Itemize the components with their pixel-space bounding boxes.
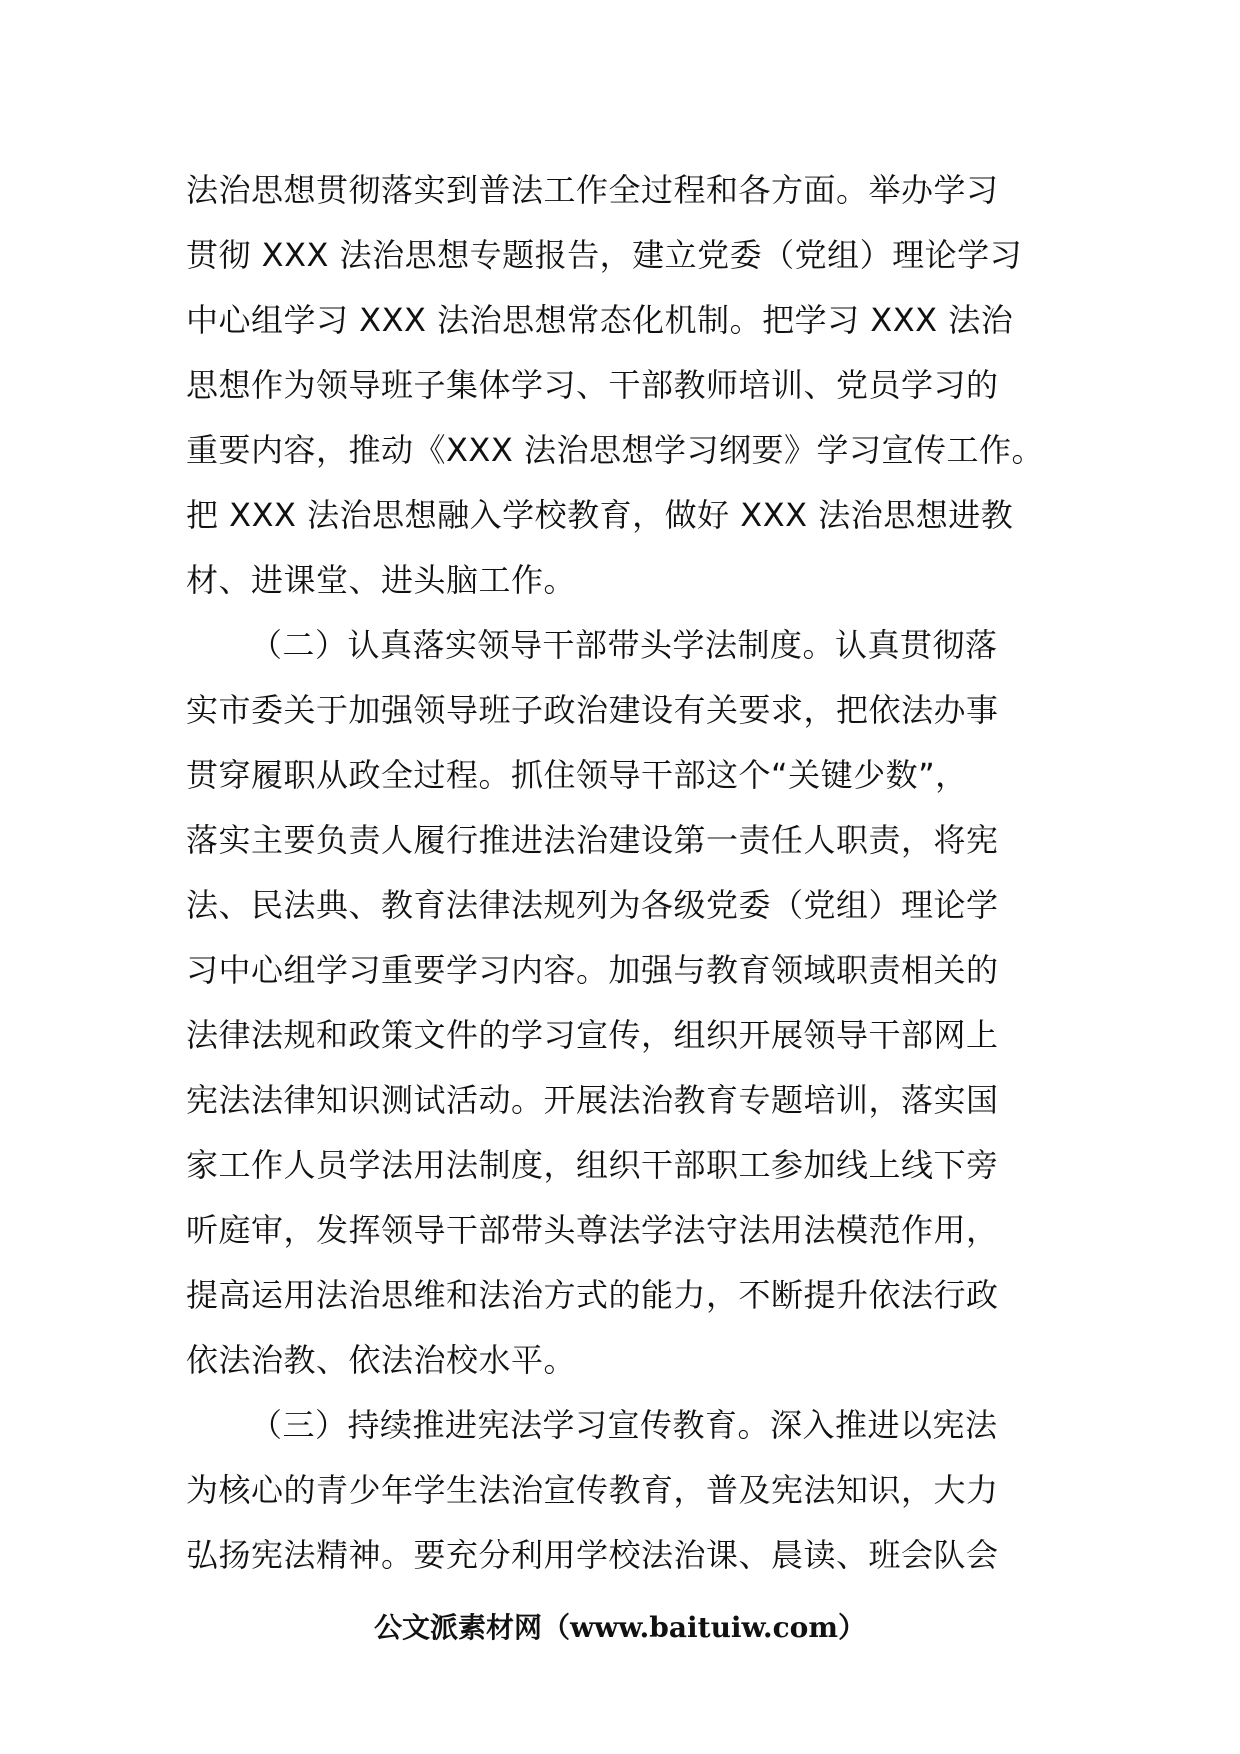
text-line: 法、民法典、教育法律法规列为各级党委（党组）理论学 — [186, 886, 999, 924]
document-body — [186, 158, 1056, 1588]
text-line: 习中心组学习重要学习内容。加强与教育领域职责相关的 — [186, 951, 999, 989]
text-line: 贯穿履职从政全过程。抓住领导干部这个“关键少数”， — [186, 756, 968, 794]
text-line: 听庭审，发挥领导干部带头尊法学法守法用法模范作用， — [186, 1211, 999, 1249]
text-line: 提高运用法治思维和法治方式的能力，不断提升依法行政 — [186, 1276, 999, 1314]
text-line: 落实主要负责人履行推进法治建设第一责任人职责，将宪 — [186, 821, 999, 859]
text-line: 法律法规和政策文件的学习宣传，组织开展领导干部网上 — [186, 1016, 999, 1054]
text-line: 依法治教、依法治校水平。 — [186, 1341, 577, 1379]
text-line: 思想作为领导班子集体学习、干部教师培训、党员学习的 — [186, 366, 999, 404]
text-line: 家工作人员学法用法制度，组织干部职工参加线上线下旁 — [186, 1146, 999, 1184]
text-line: 材、进课堂、进头脑工作。 — [186, 561, 577, 599]
text-line: 把 XXX 法治思想融入学校教育，做好 XXX 法治思想进教 — [186, 496, 1014, 534]
text-line: 法治思想贯彻落实到普法工作全过程和各方面。举办学习 — [186, 171, 999, 209]
text-line: 中心组学习 XXX 法治思想常态化机制。把学习 XXX 法治 — [186, 301, 1014, 339]
text-line: 重要内容，推动《XXX 法治思想学习纲要》学习宣传工作。 — [186, 431, 1044, 469]
text-line: 弘扬宪法精神。要充分利用学校法治课、晨读、班会队会 — [186, 1536, 999, 1574]
section-heading-line: （三）持续推进宪法学习宣传教育。深入推进以宪法 — [250, 1406, 998, 1444]
text-line: 宪法法律知识测试活动。开展法治教育专题培训，落实国 — [186, 1081, 999, 1119]
section-heading-line: （二）认真落实领导干部带头学法制度。认真贯彻落 — [250, 626, 998, 664]
text-line: 实市委关于加强领导班子政治建设有关要求，把依法办事 — [186, 691, 999, 729]
footer-watermark: 公文派素材网（www.baituiw.com） — [374, 1611, 866, 1644]
text-line: 为核心的青少年学生法治宣传教育，普及宪法知识，大力 — [186, 1471, 999, 1509]
text-line: 贯彻 XXX 法治思想专题报告，建立党委（党组）理论学习 — [186, 236, 1023, 274]
